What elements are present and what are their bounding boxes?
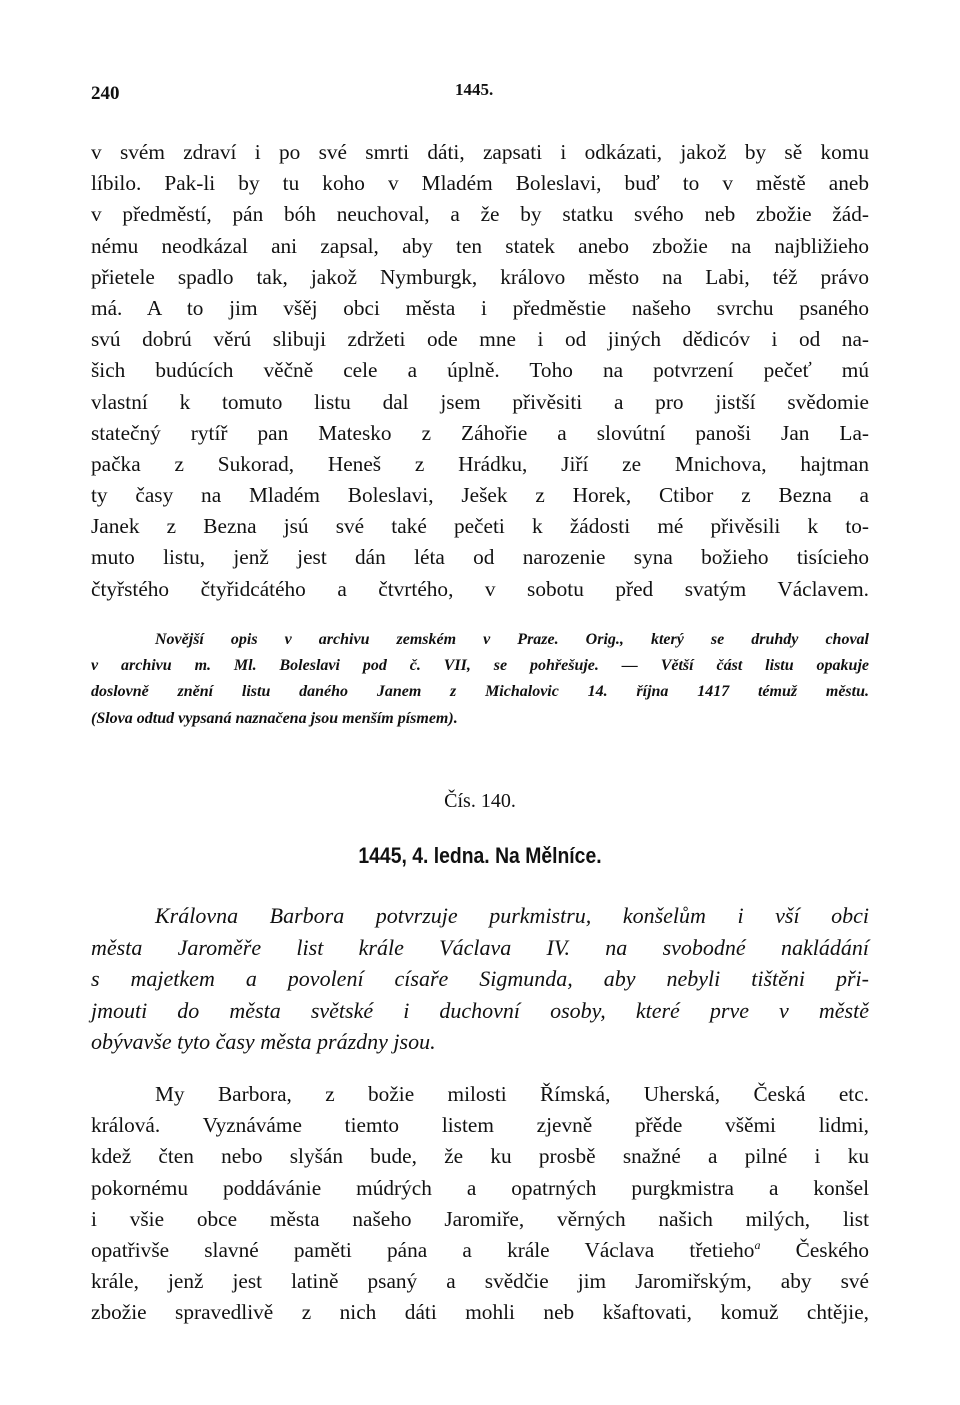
charter-text-continuation — [91, 137, 869, 605]
regest-line: s majetkem a povolení císaře Sigmunda, aby nebyli tištěni při- — [91, 966, 869, 991]
text-line: svú dobrú věrú slibuji zdržeti ode mne i od jiných dědicóv i od na- — [91, 327, 869, 352]
regest-line: města Jaroměře list krále Václava IV. na svobodné nakládání — [91, 934, 869, 960]
text-segment: opatřivše slavné paměti pána a krále Václava třetieho — [91, 1237, 755, 1262]
text-line: v předměstí, pán bóh neuchoval, a že by statku svého neb zbožie žád- — [91, 202, 869, 227]
page-number: 240 — [91, 83, 120, 104]
running-head — [91, 80, 869, 109]
text-line: v svém zdraví i po své smrti dáti, zapsati i odkázati, jakož by sě komu — [91, 140, 869, 164]
document-heading: 1445, 4. ledna. Na Mělníce. — [358, 843, 602, 868]
text-line: muto listu, jenž jest dán léta od narozenie syna božieho tisícieho — [91, 545, 869, 570]
text-line: pokornému poddávánie múdrých a opatrných purgkmistra a konšel — [91, 1175, 869, 1200]
text-line: zbožie spravedlivě z nich dáti mohli neb kšaftovati, komuž chtějie, — [91, 1300, 869, 1325]
text-line: i všie obce města našeho Jaromiře, věrných našich milých, list — [91, 1206, 869, 1231]
text-line: pačka z Sukorad, Heneš z Hrádku, Jiří ze Mnichova, hajtman — [91, 451, 869, 476]
charter-text — [91, 1079, 869, 1329]
text-line: líbilo. Pak-li by tu koho v Mladém Boleslavi, buď to v městě aneb — [91, 171, 869, 196]
text-line: krále, jenž jest latině psaný a svědčie jim Jaromiřským, aby své — [91, 1269, 869, 1294]
text-line: ty časy na Mladém Boleslavi, Ješek z Horek, Ctibor z Bezna a — [91, 483, 869, 508]
text-line — [91, 1235, 869, 1266]
regest-line: obývavše tyto časy města prázdny jsou. — [91, 1029, 436, 1054]
text-line: šich budúcích věčně cele a úplně. Toho na potvrzení pečeť mú — [91, 358, 869, 383]
footnote-marker: a — [754, 1237, 761, 1252]
text-line: Janek z Bezna jsú své také pečeti k žádosti mé přivěsili k to- — [91, 514, 869, 539]
regest-line: Královna Barbora potvrzuje purkmistru, konšelům i vší obci — [155, 903, 869, 928]
regest-line: jmouti do města světské i duchovní osoby, které prve v městě — [91, 997, 869, 1023]
text-line: vlastní k tomuto listu dal jsem přivěsiti a pro jistší svědomie — [91, 389, 869, 414]
text-line: nému neodkázal ani zapsal, aby ten statek anebo zbožie na najbližieho — [91, 233, 869, 258]
text-segment: Českého — [760, 1237, 869, 1262]
note-line: (Slova odtud vypsaná naznačena jsou menším písmem). — [91, 709, 458, 727]
text-line: přietele spadlo tak, jakož Nymburgk, královo město na Labi, též právo — [91, 264, 869, 289]
note-line: v archivu m. Ml. Boleslavi pod č. VII, se pohřešuje. — Větší část listu opakuje — [91, 657, 869, 675]
text-line: kdež čten nebo slyšán bude, že ku prosbě snažné a pilné i ku — [91, 1144, 869, 1169]
text-line: statečný rytíř pan Matesko z Záhořie a slovútní panoši Jan La- — [91, 420, 869, 445]
running-year: 1445. — [455, 80, 494, 99]
regest-summary — [91, 900, 869, 1058]
text-line: králová. Vyznáváme tiemto listem zjevně přěde všěmi lidmi, — [91, 1113, 869, 1138]
text-line: má. A to jim všěj obci města i předměstie našeho svrchu psaného — [91, 295, 869, 320]
document-number: Čís. 140. — [444, 790, 516, 812]
note-line: Novější opis v archivu zemském v Praze. Orig., který se druhdy choval — [155, 631, 869, 648]
editorial-note — [91, 627, 869, 732]
text-line: čtyřstého čtyřidcátého a čtvrtého, v sobotu před svatým Václavem. — [91, 576, 869, 601]
book-page — [91, 0, 869, 1405]
text-line: My Barbora, z božie milosti Římská, Uherská, Česká etc. — [155, 1082, 869, 1106]
note-line: doslovně znění listu daného Janem z Michalovic 14. října 1417 témuž městu. — [91, 683, 869, 701]
